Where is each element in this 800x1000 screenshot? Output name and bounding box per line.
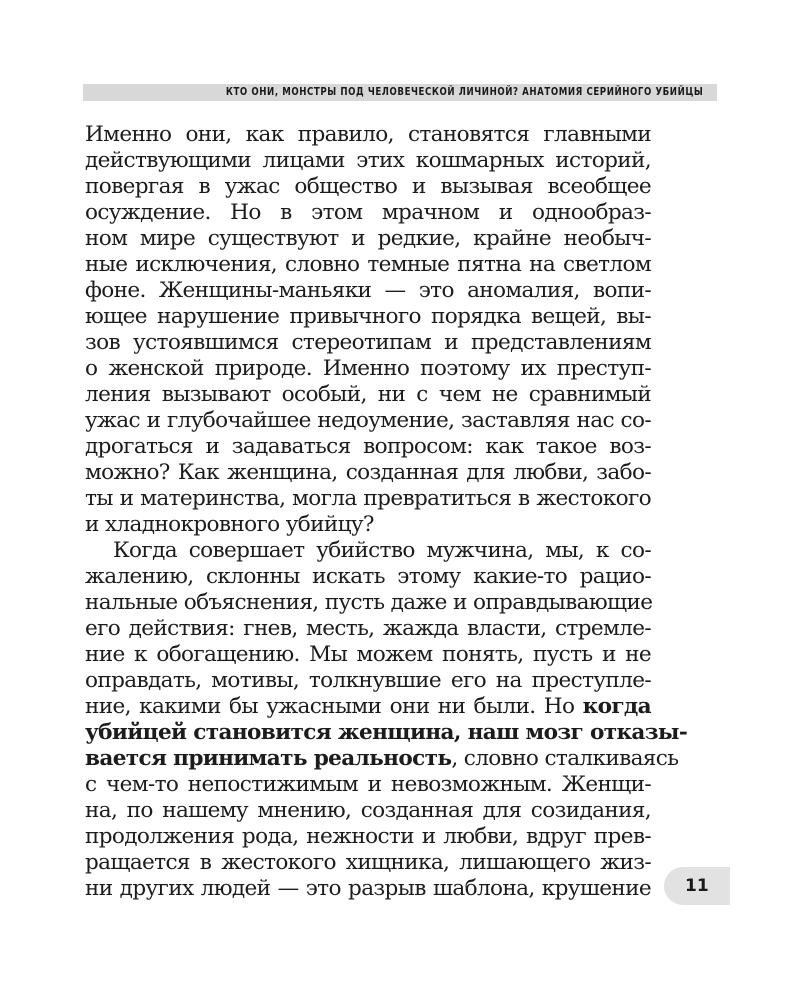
text-line: оправдать, мотивы, толкнувшие его на преступле- xyxy=(85,668,651,693)
text-line xyxy=(85,746,679,772)
emphasis-span: вается принимать реальность xyxy=(85,746,452,771)
emphasis-span: убийцей становится женщина, наш мозг отказы- xyxy=(85,720,688,745)
text-line: действующими лицами этих кошмарных историй, xyxy=(85,148,651,173)
text-line: нальные объяснения, пусть даже и оправдывающие xyxy=(85,590,653,615)
text-line: осуждение. Но в этом мрачном и однообраз- xyxy=(85,200,651,225)
running-header-title: КТО ОНИ, МОНСТРЫ ПОД ЧЕЛОВЕЧЕСКОЙ ЛИЧИНОЙ? АНАТОМИЯ СЕРИЙНОГО УБИЙЦЫ xyxy=(225,86,703,98)
text-line: фоне. Женщины-маньяки — это аномалия, вопи- xyxy=(85,278,651,303)
text-line: и хладнокровного убийцу? xyxy=(85,512,374,537)
text-line: ние к обогащению. Мы можем понять, пусть и не xyxy=(85,642,651,667)
text-line: Именно они, как правило, становятся главными xyxy=(85,122,651,147)
text-line: его действия: гнев, месть, жажда власти, стремле- xyxy=(85,616,651,641)
text-line: дрогаться и задаваться вопросом: как такое воз- xyxy=(85,434,651,459)
text-line: жалению, склонны искать этому какие-то рацио- xyxy=(85,564,651,589)
text-line: ном мире существуют и редкие, крайне необыч- xyxy=(85,226,651,251)
text-line: Когда совершает убийство мужчина, мы, к со- xyxy=(113,538,651,563)
text-line: на, по нашему мнению, созданная для созидания, xyxy=(85,798,651,823)
text-line: продолжения рода, нежности и любви, вдруг прев- xyxy=(85,824,651,849)
emphasis-span: когда xyxy=(582,694,651,719)
text-line: ты и материнства, могла превратиться в жестокого xyxy=(85,486,651,511)
body-text xyxy=(85,122,688,902)
text-line: ющее нарушение привычного порядка вещей, вы- xyxy=(85,304,651,329)
text-line: ужас и глубочайшее недоумение, заставляя нас со- xyxy=(85,408,651,433)
text-line xyxy=(85,720,688,746)
text-line: ни других людей — это разрыв шаблона, крушение xyxy=(85,876,651,901)
text-line: ращается в жестокого хищника, лишающего жиз- xyxy=(85,850,651,875)
text-line: с чем-то непостижимым и невозможным. Женщи- xyxy=(85,772,651,797)
text-span: ние, какими бы ужасными они ни были. Но xyxy=(85,694,583,719)
text-line: можно? Как женщина, созданная для любви, забо- xyxy=(85,460,651,485)
text-line: о женской природе. Именно поэтому их преступ- xyxy=(85,356,651,381)
text-span: , словно сталкиваясь xyxy=(451,746,679,771)
text-line: зов устоявшимся стереотипам и представлениям xyxy=(85,330,651,355)
text-line: ные исключения, словно темные пятна на светлом xyxy=(85,252,651,277)
page-number: 11 xyxy=(685,876,709,896)
running-header xyxy=(83,84,717,101)
text-line: повергая в ужас общество и вызывая всеобщее xyxy=(85,174,651,199)
text-line xyxy=(85,694,651,720)
text-line: ления вызывают особый, ни с чем не сравнимый xyxy=(85,382,651,407)
